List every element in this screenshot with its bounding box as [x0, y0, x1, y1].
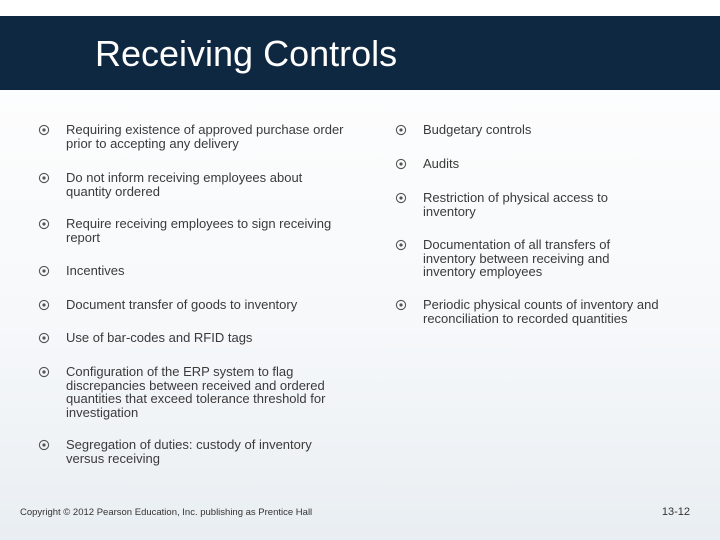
circled-dot-icon — [38, 172, 50, 184]
circled-dot-icon — [38, 299, 50, 311]
list-item — [38, 123, 346, 150]
page-number: 13-12 — [661, 506, 690, 518]
list-item-text: Segregation of duties: custody of inventory versus receiving — [66, 437, 312, 466]
list-item — [38, 171, 336, 198]
list-item-text: Incentives — [66, 263, 125, 278]
circled-dot-icon — [38, 124, 50, 136]
circled-dot-icon — [38, 332, 50, 344]
list-item-text: Requiring existence of approved purchase order prior to accepting any delivery — [66, 122, 344, 151]
circled-dot-icon — [38, 218, 50, 230]
list-item — [38, 217, 366, 244]
list-item — [395, 298, 693, 325]
list-item — [38, 365, 356, 419]
list-item-text: Restriction of physical access to inventory — [423, 190, 608, 219]
list-item — [38, 298, 366, 312]
list-item-text: Use of bar-codes and RFID tags — [66, 330, 253, 345]
circled-dot-icon — [395, 124, 407, 136]
list-item-text: Configuration of the ERP system to flag discrepancies between received and ordered quantities that exceed tolerance threshold for investigation — [66, 364, 326, 420]
list-item — [38, 331, 366, 345]
circled-dot-icon — [395, 192, 407, 204]
circled-dot-icon — [38, 265, 50, 277]
footer-copyright: Copyright © 2012 Pearson Education, Inc. publishing as Prentice Hall — [20, 507, 313, 518]
title-bar — [0, 16, 720, 90]
list-item-text: Periodic physical counts of inventory and reconciliation to recorded quantities — [423, 297, 659, 326]
list-item-text: Audits — [423, 156, 460, 171]
list-item-text: Document transfer of goods to inventory — [66, 297, 298, 312]
slide-title: Receiving Controls — [95, 33, 398, 74]
list-item — [38, 264, 346, 278]
list-item-text: Require receiving employees to sign receiving report — [66, 216, 332, 245]
circled-dot-icon — [38, 366, 50, 378]
circled-dot-icon — [395, 299, 407, 311]
list-item-text: Documentation of all transfers of inventory between receiving and inventory employees — [423, 237, 611, 279]
list-item — [395, 157, 693, 171]
list-item — [395, 191, 653, 218]
list-item — [38, 438, 346, 465]
circled-dot-icon — [395, 239, 407, 251]
list-item — [395, 238, 653, 279]
list-item — [395, 123, 693, 137]
list-item-text: Do not inform receiving employees about quantity ordered — [66, 170, 303, 199]
circled-dot-icon — [38, 439, 50, 451]
circled-dot-icon — [395, 158, 407, 170]
list-item-text: Budgetary controls — [423, 122, 532, 137]
